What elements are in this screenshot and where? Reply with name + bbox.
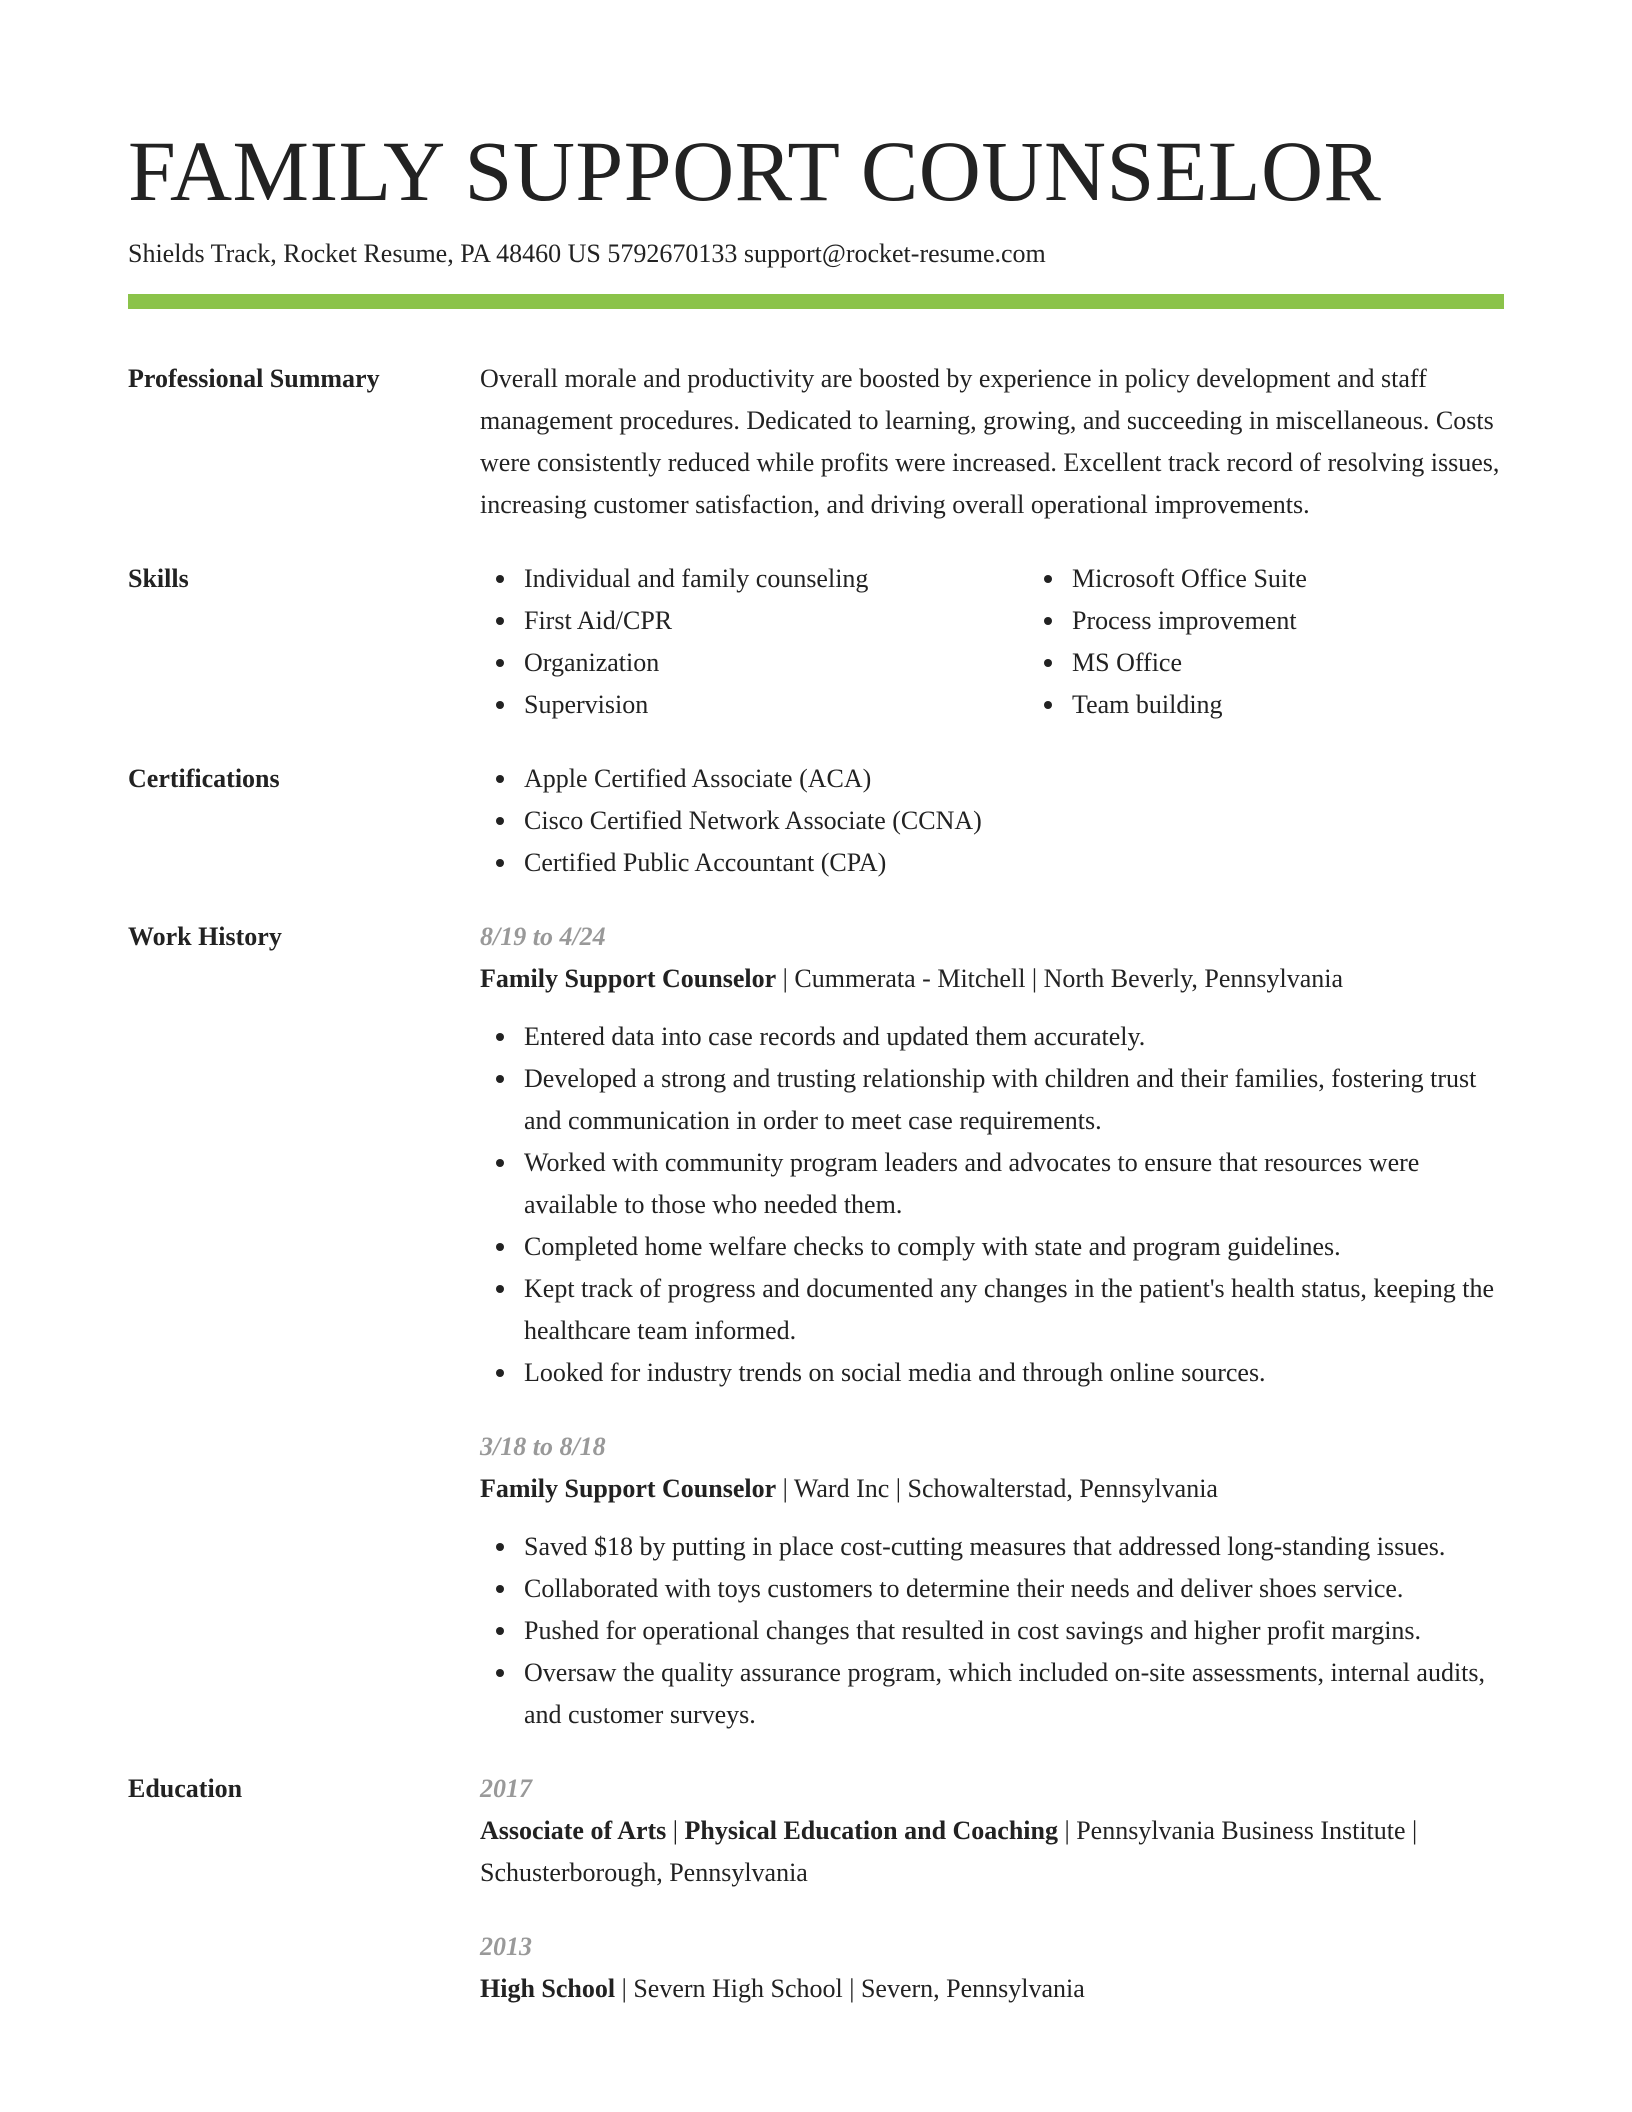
education-section <box>128 1768 1504 2010</box>
section-title-education: Education <box>128 1774 243 1803</box>
education-year: 2013 <box>480 1932 532 1961</box>
job-bullet: Looked for industry trends on social media and through online sources. <box>524 1352 1504 1394</box>
education-degree: High School <box>480 1974 616 2003</box>
skill-item: Organization <box>524 642 1028 684</box>
job-heading <box>480 1468 1504 1510</box>
education-entry <box>480 1768 1504 1894</box>
job-location: Schowalterstad, Pennsylvania <box>907 1474 1218 1503</box>
work-history-section <box>128 916 1504 1736</box>
education-school: Pennsylvania Business Institute <box>1076 1816 1406 1845</box>
professional-summary-section <box>128 358 1504 526</box>
job-bullet: Saved $18 by putting in place cost-cutting measures that addressed long-standing issues. <box>524 1526 1504 1568</box>
contact-line <box>128 238 1504 270</box>
education-location: Severn, Pennsylvania <box>860 1974 1085 2003</box>
job-bullet: Collaborated with toys customers to determine their needs and deliver shoes service. <box>524 1568 1504 1610</box>
accent-divider <box>128 294 1504 309</box>
job-bullets <box>480 1016 1504 1394</box>
job-company: Ward Inc <box>793 1474 890 1503</box>
resume-page <box>128 0 1504 2010</box>
skills-list-right <box>1028 558 1576 726</box>
skills-grid <box>480 558 1576 726</box>
skill-item: Supervision <box>524 684 1028 726</box>
job-bullet: Oversaw the quality assurance program, which included on-site assessments, internal audits, and customer surveys. <box>524 1652 1504 1736</box>
contact-address: Shields Track, Rocket Resume, PA 48460 US <box>128 239 601 268</box>
section-title-skills: Skills <box>128 564 189 593</box>
education-heading <box>480 1810 1504 1894</box>
certifications-list <box>480 758 1504 884</box>
skills-list-left <box>480 558 1028 726</box>
education-school: Severn High School <box>633 1974 843 2003</box>
job-bullet: Developed a strong and trusting relationship with children and their families, fostering trust and communication in order to meet case requirements. <box>524 1058 1504 1142</box>
job-bullet: Pushed for operational changes that resulted in cost savings and higher profit margins. <box>524 1610 1504 1652</box>
job-location: North Beverly, Pennsylvania <box>1043 964 1344 993</box>
section-title-work-history: Work History <box>128 922 282 951</box>
job-bullet: Worked with community program leaders and advocates to ensure that resources were available to those who needed them. <box>524 1142 1504 1226</box>
job-dates: 3/18 to 8/18 <box>480 1432 606 1461</box>
job-dates: 8/19 to 4/24 <box>480 922 606 951</box>
education-entry <box>480 1926 1504 2010</box>
certification-item: Cisco Certified Network Associate (CCNA) <box>524 800 1504 842</box>
summary-text: Overall morale and productivity are boosted by experience in policy development and staff management procedures. Dedicated to learning, growing, and succeeding in miscellaneous. Costs were consistently reduced while profits were increased. Excellent track record of resolving issues, increasing customer satisfaction, and driving overall operational improvements. <box>480 364 1500 519</box>
education-degree: Associate of Arts <box>480 1816 667 1845</box>
skill-item: First Aid/CPR <box>524 600 1028 642</box>
skill-item: Process improvement <box>1072 600 1576 642</box>
job-title: Family Support Counselor <box>480 964 777 993</box>
job-bullet: Completed home welfare checks to comply with state and program guidelines. <box>524 1226 1504 1268</box>
contact-email: support@rocket-resume.com <box>743 239 1046 268</box>
education-location: Schusterborough, Pennsylvania <box>480 1858 808 1887</box>
job-bullet: Entered data into case records and updated them accurately. <box>524 1016 1504 1058</box>
skill-item: Individual and family counseling <box>524 558 1028 600</box>
job-title: Family Support Counselor <box>480 1474 777 1503</box>
candidate-name: FAMILY SUPPORT COUNSELOR <box>128 123 1382 219</box>
skills-section <box>128 558 1504 726</box>
certifications-section <box>128 758 1504 884</box>
skill-item: MS Office <box>1072 642 1576 684</box>
section-title-summary: Professional Summary <box>128 364 380 393</box>
contact-phone: 5792670133 <box>607 239 738 268</box>
certification-item: Apple Certified Associate (ACA) <box>524 758 1504 800</box>
job-entry <box>480 1426 1504 1736</box>
job-heading <box>480 958 1504 1000</box>
job-bullet: Kept track of progress and documented any changes in the patient's health status, keeping the healthcare team informed. <box>524 1268 1504 1352</box>
certification-item: Certified Public Accountant (CPA) <box>524 842 1504 884</box>
education-year: 2017 <box>480 1774 532 1803</box>
job-entry <box>480 916 1504 1394</box>
skill-item: Team building <box>1072 684 1576 726</box>
job-bullets <box>480 1526 1504 1736</box>
education-field: Physical Education and Coaching <box>684 1816 1058 1845</box>
section-title-certifications: Certifications <box>128 764 280 793</box>
job-company: Cummerata - Mitchell <box>794 964 1026 993</box>
education-heading <box>480 1968 1504 2010</box>
skill-item: Microsoft Office Suite <box>1072 558 1576 600</box>
